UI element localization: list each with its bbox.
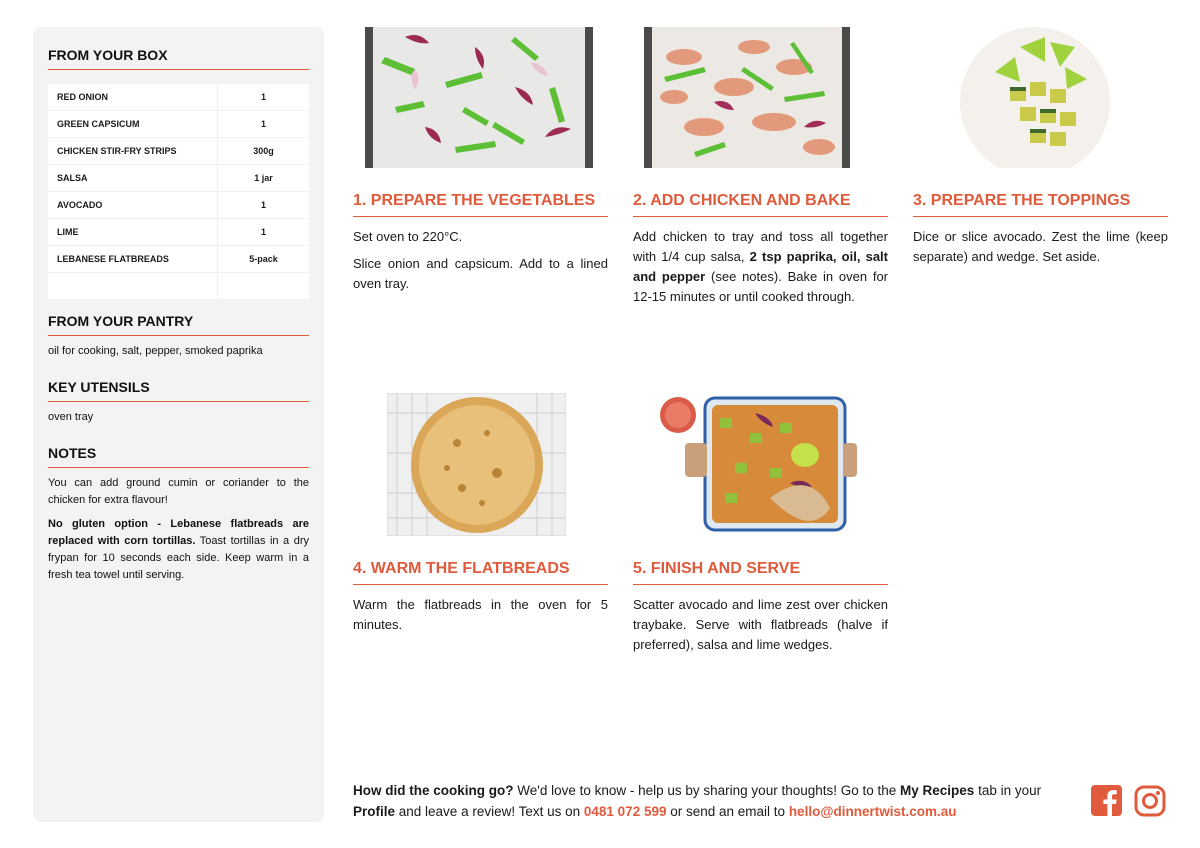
chicken-tray-photo <box>644 27 850 168</box>
facebook-icon[interactable] <box>1091 785 1122 820</box>
step-3-title: 3. PREPARE THE TOPPINGS <box>913 192 1168 217</box>
table-row <box>48 246 309 273</box>
ingredients-sidebar <box>33 27 324 822</box>
notes-text-1: You can add ground cumin or coriander to the chicken for extra flavour! <box>48 477 309 506</box>
utensils-title: KEY UTENSILS <box>48 379 309 402</box>
review-footer <box>353 780 1073 822</box>
step-3-text: Dice or slice avocado. Zest the lime (keep separate) and wedge. Set aside. <box>913 229 1168 264</box>
box-title: FROM YOUR BOX <box>48 47 309 70</box>
ingredient-qty: 1 <box>260 200 266 210</box>
box-section <box>48 47 309 299</box>
table-row <box>48 138 309 165</box>
footer-question: How did the cooking go? <box>353 783 514 798</box>
ingredient-name: GREEN CAPSICUM <box>48 111 218 137</box>
step-1-title: 1. PREPARE THE VEGETABLES <box>353 192 608 217</box>
step-1 <box>353 192 608 301</box>
flatbreads-rack-photo <box>387 393 566 536</box>
pantry-text: oil for cooking, salt, pepper, smoked paprika <box>48 345 263 357</box>
ingredient-name: LEBANESE FLATBREADS <box>48 246 218 272</box>
step-1-text-2: Slice onion and capsicum. Add to a lined oven tray. <box>353 256 608 291</box>
step-4 <box>353 560 608 642</box>
ingredient-name: LIME <box>48 219 218 245</box>
pantry-section <box>48 313 309 360</box>
step-2-text-a: Add chicken to tray and toss all together with 1/4 cup salsa, <box>633 229 888 264</box>
ingredient-qty: 1 jar <box>254 173 273 183</box>
notes-title: NOTES <box>48 445 309 468</box>
table-row <box>48 192 309 219</box>
step-4-body <box>353 595 608 635</box>
footer-text-4: or send an email to <box>666 804 789 819</box>
email-link[interactable]: hello@dinnertwist.com.au <box>788 804 957 819</box>
ingredient-qty: 5-pack <box>249 254 278 264</box>
step-5 <box>633 560 888 662</box>
table-row <box>48 165 309 192</box>
ingredient-name: AVOCADO <box>48 192 218 218</box>
step-2-text-bold: 2 tsp paprika, oil, salt and pepper <box>633 249 888 284</box>
notes-rest: Toast tortillas in a dry frypan for 10 seconds each side. Keep warm in a fresh tea towel until serving. <box>48 535 309 581</box>
ingredient-name: SALSA <box>48 165 218 191</box>
pantry-title: FROM YOUR PANTRY <box>48 313 309 336</box>
ingredient-name: RED ONION <box>48 84 218 110</box>
step-1-body <box>353 227 608 294</box>
vegetables-tray-photo <box>365 27 593 168</box>
ingredient-name: CHICKEN STIR-FRY STRIPS <box>48 138 218 164</box>
step-2 <box>633 192 888 314</box>
ingredient-qty: 1 <box>260 119 266 129</box>
instagram-icon[interactable] <box>1134 785 1166 821</box>
table-row-empty <box>48 273 309 299</box>
step-2-title: 2. ADD CHICKEN AND BAKE <box>633 192 888 217</box>
footer-text-1: We'd love to know - help us by sharing your thoughts! Go to the <box>513 783 901 798</box>
finished-dish-photo <box>660 393 860 536</box>
box-ingredients-table <box>48 84 309 299</box>
table-row <box>48 219 309 246</box>
avocado-lime-plate-photo <box>960 27 1110 168</box>
step-3 <box>913 192 1168 274</box>
step-2-text-c: (see notes). Bake in oven for 12-15 minutes or until cooked through. <box>633 269 888 304</box>
table-row <box>48 111 309 138</box>
footer-text-3: and leave a review! Text us on <box>395 804 584 819</box>
ingredient-name-empty <box>48 273 218 299</box>
utensils-text: oven tray <box>48 411 94 423</box>
step-5-body <box>633 595 888 655</box>
notes-bold: No gluten option - Lebanese flatbreads are replaced with corn tortillas. <box>48 518 309 547</box>
ingredient-qty: 1 <box>260 227 266 237</box>
profile-link[interactable]: Profile <box>353 804 396 819</box>
step-4-title: 4. WARM THE FLATBREADS <box>353 560 608 585</box>
ingredient-qty: 1 <box>260 92 266 102</box>
phone-number[interactable]: 0481 072 599 <box>583 804 667 819</box>
step-4-text: Warm the flatbreads in the oven for 5 minutes. <box>353 597 608 632</box>
step-2-text <box>633 227 888 307</box>
utensils-section <box>48 379 309 426</box>
step-5-text: Scatter avocado and lime zest over chicken traybake. Serve with flatbreads (halve if preferred), salsa and lime wedges. <box>633 597 888 652</box>
my-recipes-link[interactable]: My Recipes <box>900 783 975 798</box>
step-1-text-1: Set oven to 220°C. <box>353 229 463 244</box>
step-2-body <box>633 227 888 307</box>
ingredient-qty: 300g <box>253 146 274 156</box>
table-row <box>48 84 309 111</box>
step-3-body <box>913 227 1168 267</box>
notes-section <box>48 445 309 584</box>
step-5-title: 5. FINISH AND SERVE <box>633 560 888 585</box>
notes-text-2 <box>48 516 309 584</box>
footer-text-2: tab in your <box>974 783 1042 798</box>
